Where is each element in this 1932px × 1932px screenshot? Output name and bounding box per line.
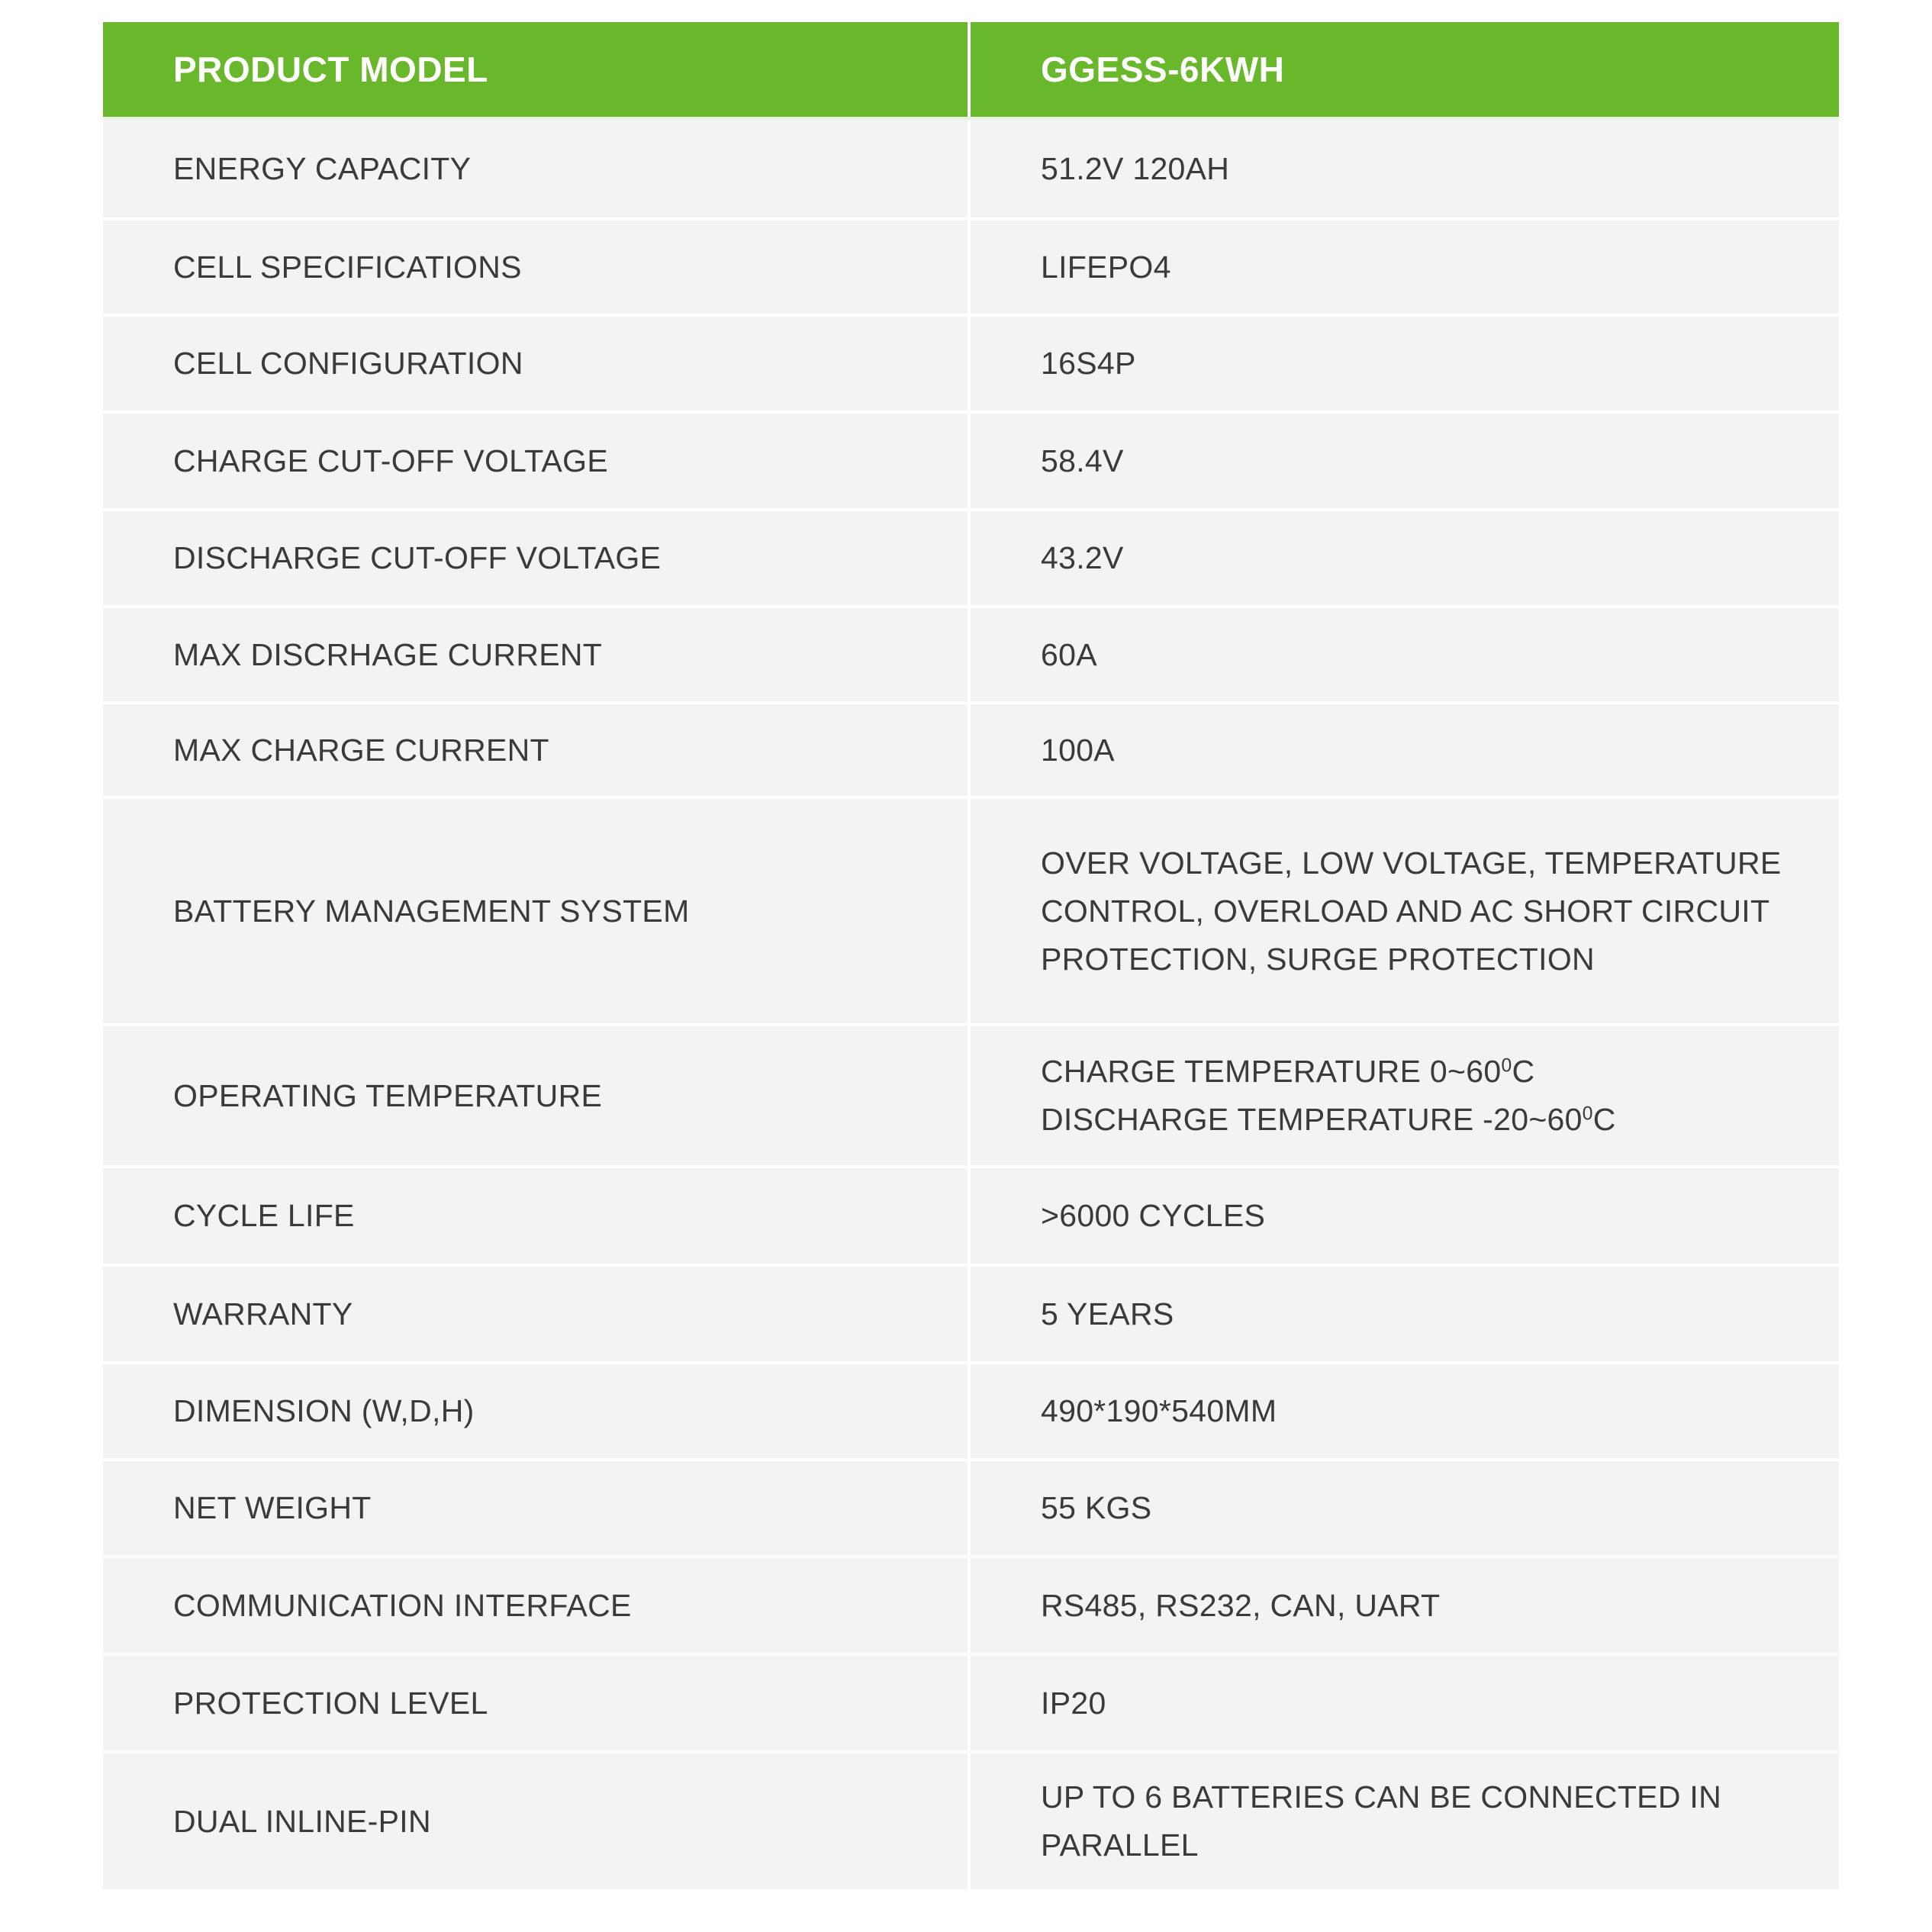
spec-label: ENERGY CAPACITY <box>103 120 971 217</box>
table-row <box>103 1558 1839 1656</box>
table-row <box>103 1364 1839 1461</box>
table-row <box>103 317 1839 414</box>
spec-value-line: 490*190*540MM <box>1041 1393 1277 1428</box>
spec-label: DUAL INLINE-PIN <box>103 1753 971 1889</box>
table-row <box>103 1026 1839 1168</box>
spec-value-line: 43.2V <box>1041 540 1124 575</box>
spec-value <box>971 799 1839 1023</box>
spec-label: DISCHARGE CUT-OFF VOLTAGE <box>103 511 971 605</box>
table-row <box>103 120 1839 221</box>
spec-label: DIMENSION (W,D,H) <box>103 1364 971 1458</box>
table-header-row <box>103 22 1839 120</box>
spec-value-line: 16S4P <box>1041 346 1136 381</box>
spec-value <box>971 1656 1839 1750</box>
spec-value <box>971 608 1839 701</box>
spec-label: CHARGE CUT-OFF VOLTAGE <box>103 414 971 508</box>
table-row <box>103 1168 1839 1267</box>
degree-superscript: 0 <box>1501 1055 1512 1077</box>
spec-table <box>103 22 1839 1892</box>
spec-label: COMMUNICATION INTERFACE <box>103 1558 971 1653</box>
header-value: GGESS-6KWH <box>1041 50 1285 89</box>
spec-label: WARRANTY <box>103 1267 971 1361</box>
spec-label: CYCLE LIFE <box>103 1168 971 1264</box>
spec-value-line: DISCHARGE TEMPERATURE $-20\sim 60^0C$ <box>1041 1102 1616 1137</box>
spec-value <box>971 120 1839 217</box>
spec-value <box>971 414 1839 508</box>
table-row <box>103 1656 1839 1753</box>
spec-value-line: 100A <box>1041 732 1115 768</box>
spec-value <box>971 317 1839 411</box>
table-row <box>103 221 1839 317</box>
spec-value-line: 55 KGS <box>1041 1490 1152 1525</box>
spec-label: BATTERY MANAGEMENT SYSTEM <box>103 799 971 1023</box>
spec-value-line: PARALLEL <box>1041 1827 1199 1863</box>
spec-value <box>971 1267 1839 1361</box>
spec-value-line: OVER VOLTAGE, LOW VOLTAGE, TEMPERATURE <box>1041 845 1782 881</box>
header-label: PRODUCT MODEL <box>103 22 971 117</box>
spec-label: CELL SPECIFICATIONS <box>103 221 971 314</box>
spec-value-line: UP TO 6 BATTERIES CAN BE CONNECTED IN <box>1041 1779 1722 1814</box>
spec-value-line: RS485, RS232, CAN, UART <box>1041 1587 1441 1623</box>
table-row <box>103 1461 1839 1558</box>
spec-label: CELL CONFIGURATION <box>103 317 971 411</box>
table-row <box>103 704 1839 799</box>
spec-value <box>971 1168 1839 1264</box>
spec-value <box>971 1753 1839 1889</box>
spec-value <box>971 704 1839 796</box>
table-row <box>103 1753 1839 1892</box>
spec-value-line: 5 YEARS <box>1041 1296 1174 1331</box>
table-row <box>103 511 1839 608</box>
spec-label: PROTECTION LEVEL <box>103 1656 971 1750</box>
spec-label: MAX DISCRHAGE CURRENT <box>103 608 971 701</box>
spec-value-line: CONTROL, OVERLOAD AND AC SHORT CIRCUIT <box>1041 893 1770 929</box>
spec-value-line: 58.4V <box>1041 443 1124 478</box>
table-row <box>103 1267 1839 1364</box>
spec-value <box>971 1461 1839 1555</box>
spec-label: NET WEIGHT <box>103 1461 971 1555</box>
table-row <box>103 608 1839 704</box>
spec-value <box>971 221 1839 314</box>
spec-value <box>971 1558 1839 1653</box>
spec-value <box>971 511 1839 605</box>
spec-label: MAX CHARGE CURRENT <box>103 704 971 796</box>
table-row <box>103 799 1839 1026</box>
table-row <box>103 414 1839 511</box>
spec-value <box>971 1364 1839 1458</box>
spec-value-line: >6000 CYCLES <box>1041 1198 1266 1233</box>
spec-value-line: CHARGE TEMPERATURE $0\sim 60^0C$ <box>1041 1054 1535 1089</box>
spec-value-line: LIFEPO4 <box>1041 249 1171 285</box>
spec-value-line: PROTECTION, SURGE PROTECTION <box>1041 941 1595 977</box>
spec-value <box>971 1026 1839 1165</box>
degree-superscript: 0 <box>1582 1103 1593 1125</box>
spec-value-line: 60A <box>1041 636 1097 672</box>
spec-value-line: 51.2V 120AH <box>1041 150 1230 186</box>
spec-value-line: IP20 <box>1041 1685 1106 1721</box>
spec-label: OPERATING TEMPERATURE <box>103 1026 971 1165</box>
